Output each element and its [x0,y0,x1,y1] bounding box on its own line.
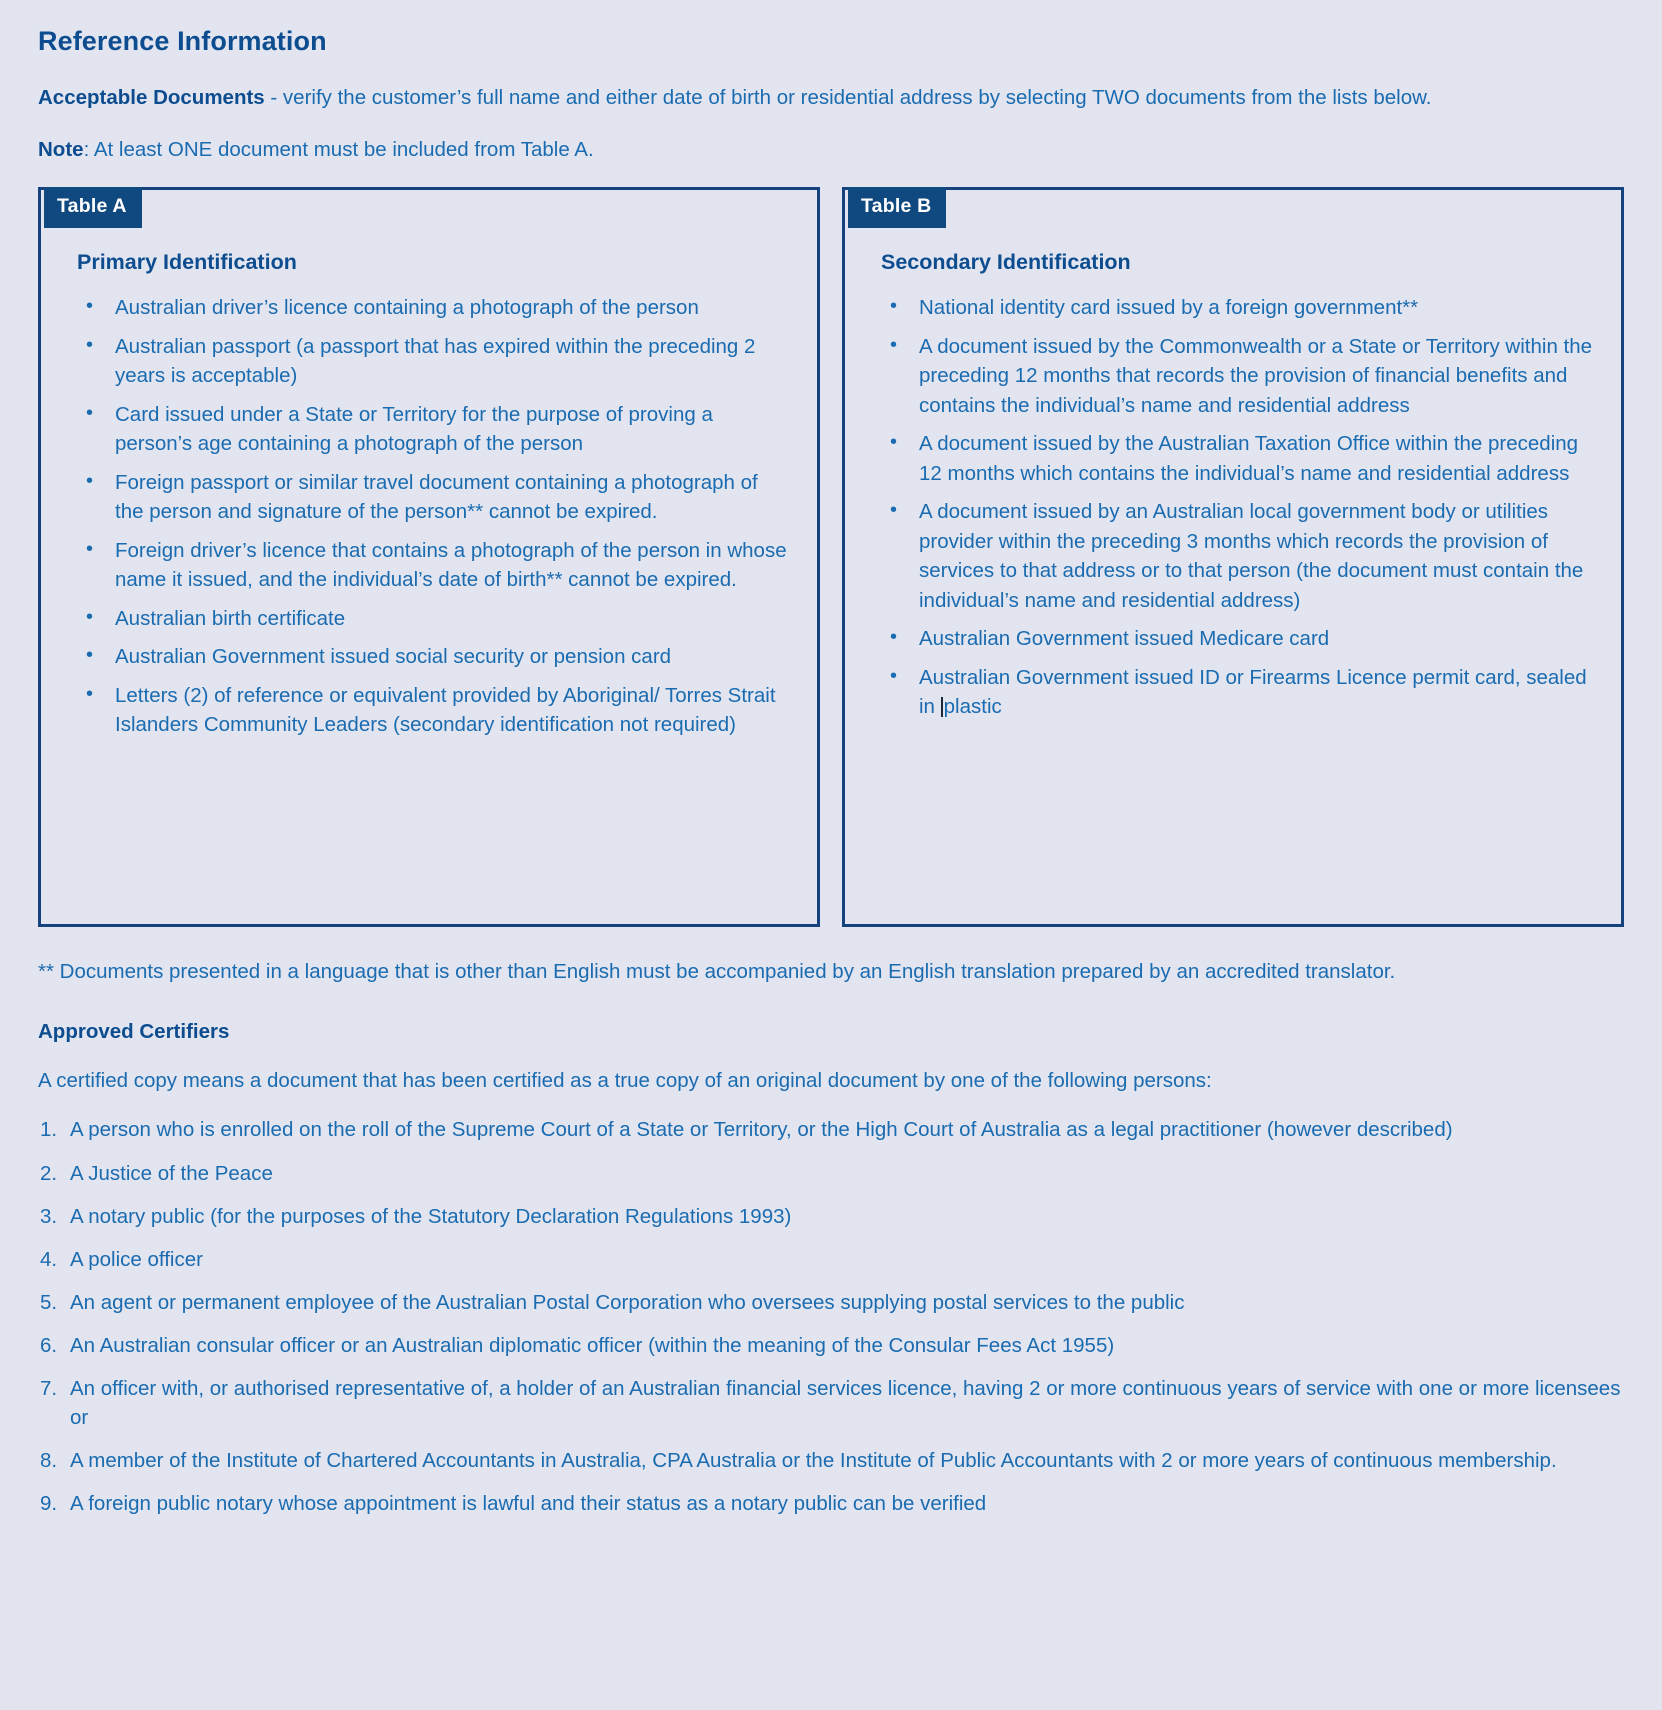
note-text: : At least ONE document must be included from Table A. [83,138,594,162]
list-item-text-after-caret: plastic [943,695,1002,719]
list-item: • Australian birth certificate [77,604,791,634]
identification-tables-row [38,187,1624,927]
approved-certifiers-title: Approved Certifiers [38,1020,230,1044]
list-item: • Australian passport (a passport that has expired within the preceding 2 years is acceptable) [77,332,791,391]
certifier-list-item: An agent or permanent employee of the Australian Postal Corporation who oversees supplying postal services to the public [70,1290,1185,1314]
note-label: Note [38,138,84,162]
table-b-box [842,187,1624,927]
list-item: • National identity card issued by a foreign government** [881,293,1595,323]
text-cursor-caret [941,697,943,717]
acceptable-documents-text: - verify the customer’s full name and either date of birth or residential address by selecting TWO documents from the lists below. [264,86,1432,109]
list-item: • Australian driver’s licence containing a photograph of the person [77,293,791,323]
list-item: • A document issued by the Commonwealth or a State or Territory within the preceding 12 months that records the provision of financial benefits and contains the individual’s name and residential address [881,332,1595,421]
table-a-heading: Primary Identification [77,250,297,275]
table-a-box [38,187,820,927]
certifier-list-item: A person who is enrolled on the roll of the Supreme Court of a State or Territory, or the High Court of Australia as a legal practitioner (however described) [70,1118,1453,1142]
approved-certifiers-lead: A certified copy means a document that has been certified as a true copy of an original document by one of the following persons: [38,1069,1212,1093]
list-item: • Australian Government issued Medicare card [881,624,1595,654]
list-item: • Card issued under a State or Territory for the purpose of proving a person’s age containing a photograph of the person [77,400,791,459]
note-paragraph [38,135,1624,164]
table-b-tab: Table B [848,187,946,228]
list-item: • Australian Government issued social security or pension card [77,642,791,672]
list-item [881,663,1595,722]
list-item: • Foreign driver’s licence that contains a photograph of the person in whose name it issued, and the individual’s date of birth** cannot be expired. [77,536,791,595]
acceptable-documents-paragraph [38,83,1624,112]
table-a-tab: Table A [44,187,142,228]
certifier-list-item: A member of the Institute of Chartered Accountants in Australia, CPA Australia or the Institute of Public Accountants with 2 or more years of continuous membership. [70,1449,1557,1473]
certifier-list-item: A Justice of the Peace [70,1161,273,1185]
certifier-list-item: A police officer [70,1247,203,1271]
table-b-list [871,293,1595,722]
page-title: Reference Information [38,26,327,56]
approved-certifiers-list [38,1115,1624,1518]
certifier-list-item: A foreign public notary whose appointment is lawful and their status as a notary public can be verified [70,1492,987,1516]
list-item: • Foreign passport or similar travel document containing a photograph of the person and signature of the person** cannot be expired. [77,468,791,527]
table-b-heading: Secondary Identification [881,250,1131,275]
acceptable-documents-label: Acceptable Documents [38,86,265,109]
certifier-list-item: An officer with, or authorised representative of, a holder of an Australian financial services licence, having 2 or more continuous years of service with one or more licensees or [70,1377,1621,1430]
list-item-text-before-caret: Australian Government issued ID or Firearms Licence permit card, sealed in [919,665,1587,719]
translation-footnote: ** Documents presented in a language that is other than English must be accompanied by an English translation prepared by an accredited translator. [38,960,1396,984]
table-a-list [67,293,791,740]
certifier-list-item: A notary public (for the purposes of the Statutory Declaration Regulations 1993) [70,1204,792,1228]
list-item: • A document issued by an Australian local government body or utilities provider within the preceding 3 months which records the provision of services to that address or to that person (the document must contain the individual’s name and residential address) [881,497,1595,615]
certifier-list-item: An Australian consular officer or an Australian diplomatic officer (within the meaning of the Consular Fees Act 1955) [70,1333,1115,1357]
list-item: • A document issued by the Australian Taxation Office within the preceding 12 months which contains the individual’s name and residential address [881,429,1595,488]
list-item: • Letters (2) of reference or equivalent provided by Aboriginal/ Torres Strait Islanders Community Leaders (secondary identification not required) [77,681,791,740]
